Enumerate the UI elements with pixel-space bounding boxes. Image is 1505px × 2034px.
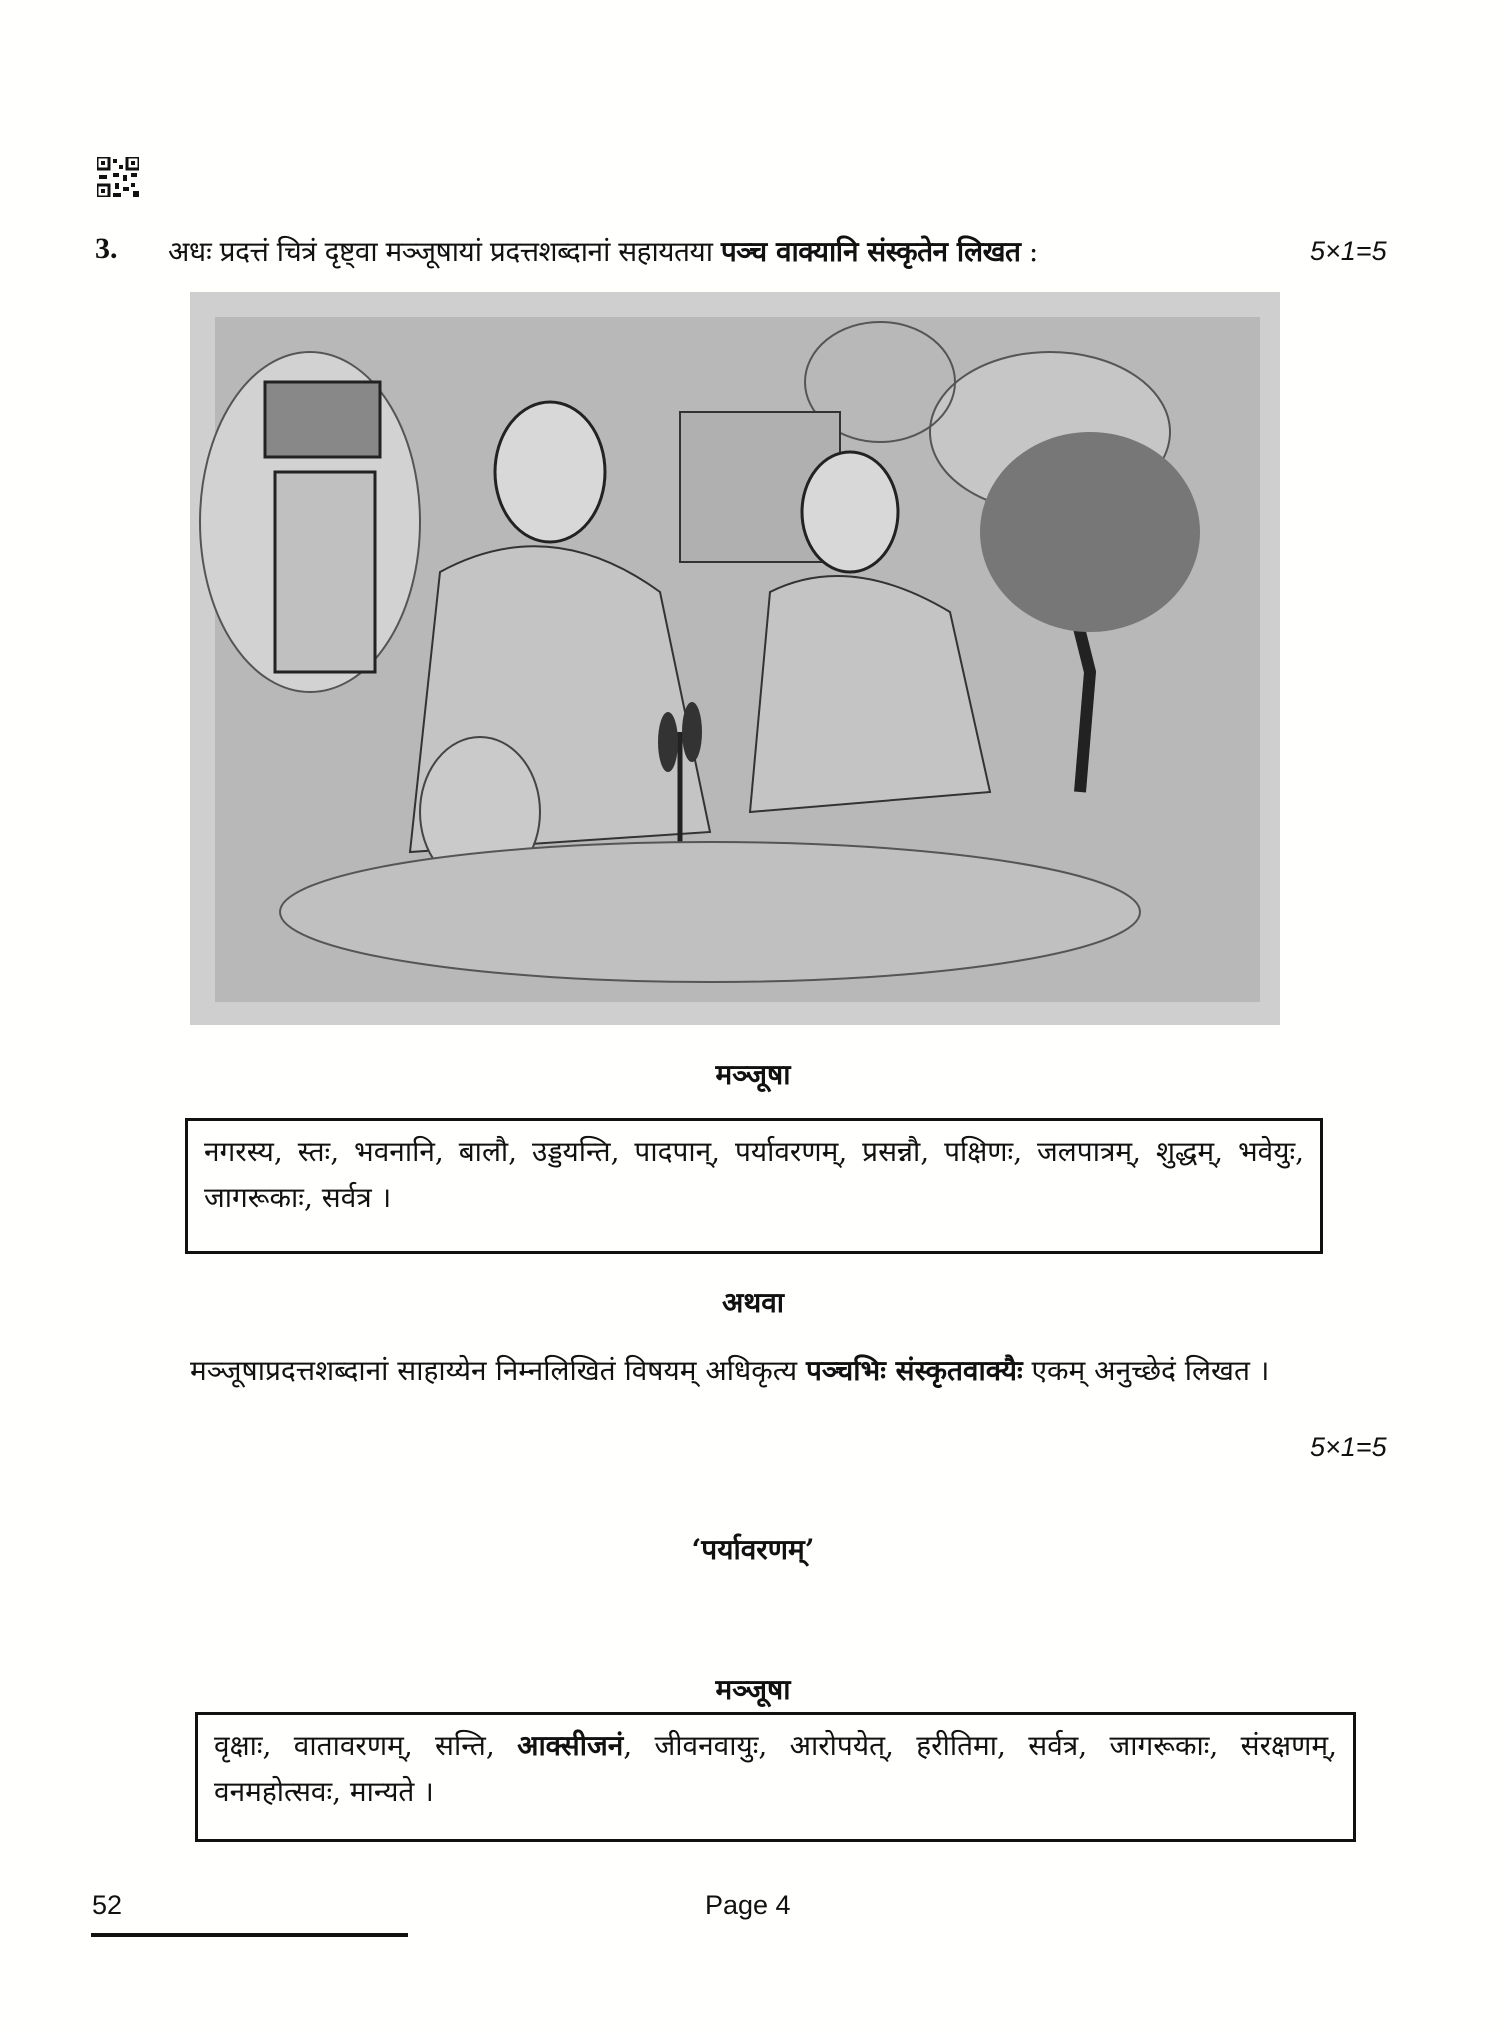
illustration-image xyxy=(190,292,1280,1025)
page-number: Page 4 xyxy=(705,1890,791,1920)
word-box-2-bold-word: आक्सीजनं xyxy=(517,1729,624,1762)
question-marks: 5×1=5 xyxy=(1310,236,1387,266)
qr-code-icon xyxy=(97,157,139,197)
word-box-2-words-rest: , जीवनवायुः, आरोपयेत्, हरीतिमा, सर्वत्र, जागरूकाः, संरक्षणम्, वनमहोत्सवः, मान्यते । xyxy=(214,1729,1337,1808)
box1-heading: मञ्जूषा xyxy=(715,1058,791,1091)
alternate-text-tail: एकम् अनुच्छेदं लिखत । xyxy=(1022,1354,1270,1387)
footer-code: 52 xyxy=(92,1890,123,1920)
alternate-text-bold: पञ्चभिः संस्कृतवाक्यैः xyxy=(805,1354,1023,1387)
alternate-text: मञ्जूषाप्रदत्तशब्दानां साहाय्येन निम्नलिखितं विषयम् अधिकृत्य xyxy=(190,1354,806,1387)
alternate-question xyxy=(190,1342,1408,1400)
question-instruction-bold: पञ्च वाक्यानि संस्कृतेन लिखत xyxy=(720,235,1021,268)
or-label: अथवा xyxy=(721,1286,785,1319)
word-box-1 xyxy=(185,1118,1323,1254)
question-colon: : xyxy=(1020,235,1038,268)
box2-heading: मञ्जूषा xyxy=(715,1673,791,1706)
word-box-1-words: नगरस्य, स्तः, भवनानि, बालौ, उड्डयन्ति, पादपान्, पर्यावरणम्, प्रसन्नौ, पक्षिणः, जलपात्रम्, शुद्धम्, भवेयुः, जागरूकाः, सर्वत्र । xyxy=(204,1135,1304,1214)
topic-title: ‘पर्यावरणम्’ xyxy=(691,1533,815,1566)
question-number: 3. xyxy=(95,232,118,265)
question-text xyxy=(168,232,1038,270)
question-instruction: अधः प्रदत्तं चित्रं दृष्ट्वा मञ्जूषायां प्रदत्तशब्दानां सहायतया xyxy=(168,235,721,268)
alternate-marks: 5×1=5 xyxy=(1310,1432,1387,1462)
word-box-2 xyxy=(195,1712,1356,1842)
word-box-2-words: वृक्षाः, वातावरणम्, सन्ति, xyxy=(214,1729,518,1762)
footer-divider xyxy=(91,1933,408,1937)
